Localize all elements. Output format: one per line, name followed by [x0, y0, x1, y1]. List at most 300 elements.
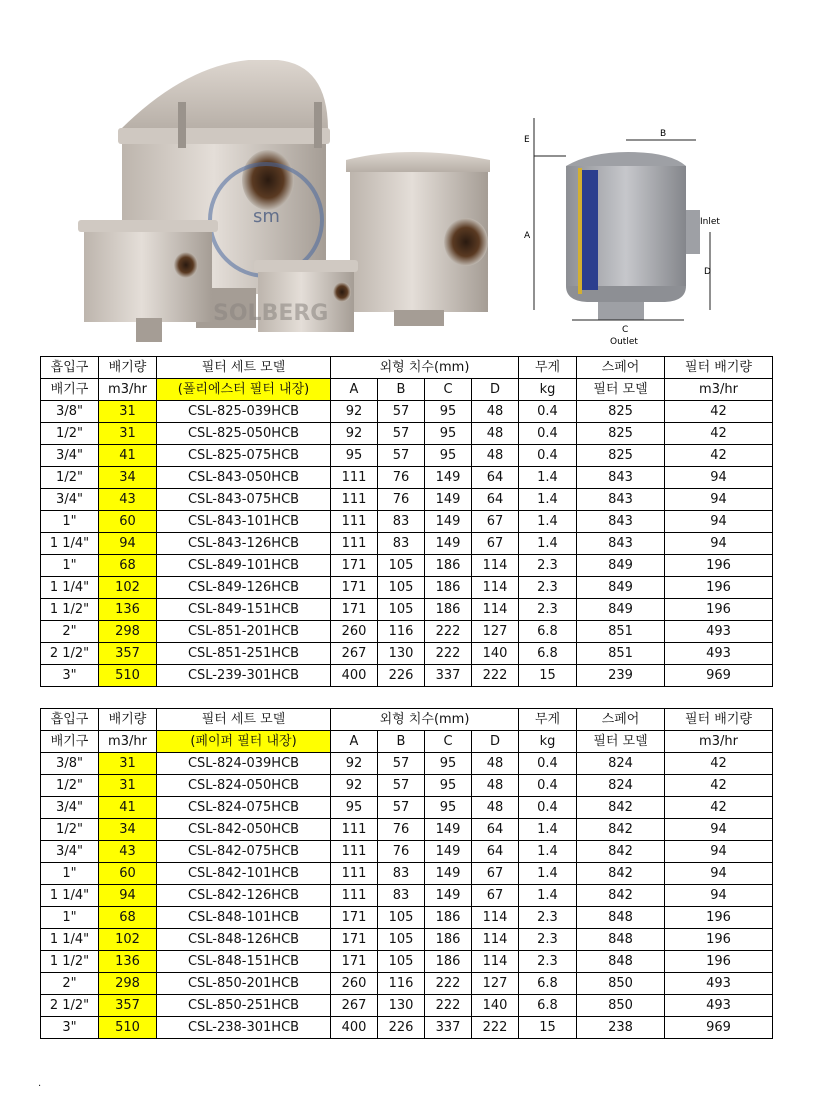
inlet-size-cell: 1 1/2" — [41, 951, 99, 973]
dim-d-cell: 222 — [472, 665, 519, 687]
table-row — [41, 423, 773, 445]
table-row — [41, 643, 773, 665]
flow-cell: 94 — [99, 885, 157, 907]
model-cell: CSL-848-126HCB — [157, 929, 331, 951]
inlet-size-cell: 3/8" — [41, 753, 99, 775]
model-cell: CSL-824-050HCB — [157, 775, 331, 797]
model-cell: CSL-843-075HCB — [157, 489, 331, 511]
dim-label-e: E — [524, 135, 530, 145]
inlet-size-cell: 3" — [41, 1017, 99, 1039]
logo-text: sm — [253, 206, 280, 227]
spare-filter-cell: 825 — [577, 445, 665, 467]
dim-b-cell: 105 — [378, 599, 425, 621]
header-cell: (폴리에스터 필터 내장) — [157, 379, 331, 401]
weight-cell: 0.4 — [519, 797, 577, 819]
dim-a-cell: 92 — [331, 775, 378, 797]
model-cell: CSL-238-301HCB — [157, 1017, 331, 1039]
inlet-size-cell: 2" — [41, 973, 99, 995]
dim-c-cell: 95 — [425, 775, 472, 797]
model-cell: CSL-843-126HCB — [157, 533, 331, 555]
dim-c-cell: 95 — [425, 797, 472, 819]
dim-b-cell: 105 — [378, 577, 425, 599]
header-cell: m3/hr — [665, 379, 773, 401]
dim-b-cell: 116 — [378, 973, 425, 995]
dim-c-cell: 222 — [425, 995, 472, 1017]
weight-cell: 0.4 — [519, 775, 577, 797]
dim-b-cell: 130 — [378, 995, 425, 1017]
header-cell: B — [378, 379, 425, 401]
dim-b-cell: 105 — [378, 555, 425, 577]
dim-c-cell: 186 — [425, 907, 472, 929]
header-cell: 필터 모델 — [577, 379, 665, 401]
header-cell: 외형 치수(mm) — [331, 709, 519, 731]
dim-b-cell: 105 — [378, 929, 425, 951]
flow-cell: 34 — [99, 467, 157, 489]
dim-c-cell: 186 — [425, 555, 472, 577]
dim-d-cell: 127 — [472, 973, 519, 995]
dim-b-cell: 57 — [378, 797, 425, 819]
weight-cell: 1.4 — [519, 467, 577, 489]
dim-a-cell: 92 — [331, 753, 378, 775]
table-row — [41, 929, 773, 951]
dim-c-cell: 186 — [425, 951, 472, 973]
spare-filter-cell: 848 — [577, 951, 665, 973]
spare-filter-cell: 850 — [577, 973, 665, 995]
spare-filter-cell: 842 — [577, 885, 665, 907]
model-cell: CSL-849-151HCB — [157, 599, 331, 621]
dim-d-cell: 64 — [472, 489, 519, 511]
dim-b-cell: 57 — [378, 775, 425, 797]
inlet-size-cell: 3/4" — [41, 797, 99, 819]
dim-c-cell: 95 — [425, 401, 472, 423]
dim-c-cell: 337 — [425, 665, 472, 687]
flow-cell: 60 — [99, 863, 157, 885]
table-row — [41, 1017, 773, 1039]
filter-flow-cell: 42 — [665, 775, 773, 797]
header-cell: 외형 치수(mm) — [331, 357, 519, 379]
inlet-size-cell: 1/2" — [41, 819, 99, 841]
dim-a-cell: 400 — [331, 1017, 378, 1039]
table-row — [41, 995, 773, 1017]
filter-flow-cell: 94 — [665, 467, 773, 489]
dim-a-cell: 171 — [331, 555, 378, 577]
model-cell: CSL-849-126HCB — [157, 577, 331, 599]
spare-filter-cell: 239 — [577, 665, 665, 687]
filter-flow-cell: 42 — [665, 401, 773, 423]
table-row — [41, 973, 773, 995]
flow-cell: 41 — [99, 797, 157, 819]
filter-flow-cell: 94 — [665, 533, 773, 555]
dim-b-cell: 83 — [378, 533, 425, 555]
flow-cell: 31 — [99, 775, 157, 797]
dim-d-cell: 48 — [472, 401, 519, 423]
flow-cell: 102 — [99, 929, 157, 951]
weight-cell: 1.4 — [519, 863, 577, 885]
inlet-size-cell: 1/2" — [41, 467, 99, 489]
flow-cell: 298 — [99, 621, 157, 643]
spare-filter-cell: 825 — [577, 423, 665, 445]
dim-a-cell: 111 — [331, 819, 378, 841]
dim-a-cell: 171 — [331, 599, 378, 621]
dim-c-cell: 337 — [425, 1017, 472, 1039]
outlet-label: Outlet — [610, 337, 638, 347]
dim-c-cell: 186 — [425, 577, 472, 599]
weight-cell: 2.3 — [519, 577, 577, 599]
dimension-diagram — [520, 112, 735, 352]
dim-d-cell: 48 — [472, 445, 519, 467]
flow-cell: 60 — [99, 511, 157, 533]
dim-c-cell: 149 — [425, 819, 472, 841]
footer-dot: . — [38, 1078, 42, 1089]
weight-cell: 2.3 — [519, 951, 577, 973]
inlet-size-cell: 3/4" — [41, 489, 99, 511]
table-row — [41, 533, 773, 555]
table-row — [41, 599, 773, 621]
inlet-size-cell: 2 1/2" — [41, 643, 99, 665]
inlet-size-cell: 2 1/2" — [41, 995, 99, 1017]
dim-b-cell: 76 — [378, 489, 425, 511]
weight-cell: 1.4 — [519, 533, 577, 555]
spare-filter-cell: 850 — [577, 995, 665, 1017]
dim-a-cell: 171 — [331, 951, 378, 973]
header-cell: 무게 — [519, 709, 577, 731]
dim-b-cell: 57 — [378, 445, 425, 467]
flow-cell: 31 — [99, 753, 157, 775]
dim-d-cell: 48 — [472, 797, 519, 819]
dim-d-cell: 114 — [472, 555, 519, 577]
filter-flow-cell: 94 — [665, 489, 773, 511]
dim-a-cell: 171 — [331, 907, 378, 929]
weight-cell: 0.4 — [519, 423, 577, 445]
dim-d-cell: 114 — [472, 907, 519, 929]
dim-d-cell: 67 — [472, 511, 519, 533]
weight-cell: 2.3 — [519, 599, 577, 621]
flow-cell: 31 — [99, 401, 157, 423]
header-cell: A — [331, 379, 378, 401]
weight-cell: 6.8 — [519, 621, 577, 643]
table-header-row — [41, 357, 773, 379]
header-cell: A — [331, 731, 378, 753]
header-cell: 무게 — [519, 357, 577, 379]
spare-filter-cell: 849 — [577, 555, 665, 577]
weight-cell: 6.8 — [519, 995, 577, 1017]
spec-table-paper — [40, 708, 773, 1039]
header-cell: D — [472, 731, 519, 753]
table-row — [41, 753, 773, 775]
flow-cell: 94 — [99, 533, 157, 555]
dim-d-cell: 64 — [472, 467, 519, 489]
filter-flow-cell: 493 — [665, 995, 773, 1017]
filter-flow-cell: 94 — [665, 885, 773, 907]
dim-d-cell: 114 — [472, 929, 519, 951]
filter-flow-cell: 196 — [665, 929, 773, 951]
dim-b-cell: 130 — [378, 643, 425, 665]
model-cell: CSL-850-201HCB — [157, 973, 331, 995]
filter-flow-cell: 196 — [665, 599, 773, 621]
weight-cell: 6.8 — [519, 643, 577, 665]
filter-flow-cell: 42 — [665, 753, 773, 775]
dim-label-c: C — [622, 325, 629, 335]
spare-filter-cell: 848 — [577, 907, 665, 929]
inlet-size-cell: 3/4" — [41, 445, 99, 467]
header-cell: D — [472, 379, 519, 401]
flow-cell: 357 — [99, 643, 157, 665]
spare-filter-cell: 825 — [577, 401, 665, 423]
inlet-size-cell: 3/4" — [41, 841, 99, 863]
weight-cell: 0.4 — [519, 401, 577, 423]
flow-cell: 510 — [99, 665, 157, 687]
header-cell: B — [378, 731, 425, 753]
filter-flow-cell: 94 — [665, 511, 773, 533]
filter-flow-cell: 969 — [665, 1017, 773, 1039]
flow-cell: 43 — [99, 841, 157, 863]
dim-c-cell: 149 — [425, 885, 472, 907]
model-cell: CSL-851-201HCB — [157, 621, 331, 643]
header-cell: 스페어 — [577, 357, 665, 379]
inlet-size-cell: 1" — [41, 511, 99, 533]
spare-filter-cell: 851 — [577, 643, 665, 665]
dim-d-cell: 67 — [472, 863, 519, 885]
table-row — [41, 885, 773, 907]
dim-c-cell: 222 — [425, 643, 472, 665]
dim-c-cell: 95 — [425, 445, 472, 467]
product-photo — [78, 60, 498, 345]
table-row — [41, 621, 773, 643]
dim-a-cell: 400 — [331, 665, 378, 687]
header-cell: kg — [519, 379, 577, 401]
table-row — [41, 841, 773, 863]
dim-d-cell: 140 — [472, 995, 519, 1017]
model-cell: CSL-842-075HCB — [157, 841, 331, 863]
inlet-size-cell: 1 1/4" — [41, 885, 99, 907]
model-cell: CSL-825-050HCB — [157, 423, 331, 445]
dim-d-cell: 114 — [472, 951, 519, 973]
filter-flow-cell: 94 — [665, 841, 773, 863]
dim-a-cell: 260 — [331, 621, 378, 643]
weight-cell: 1.4 — [519, 841, 577, 863]
dim-b-cell: 105 — [378, 907, 425, 929]
dim-d-cell: 64 — [472, 841, 519, 863]
dim-a-cell: 111 — [331, 489, 378, 511]
dim-b-cell: 76 — [378, 467, 425, 489]
header-cell: 필터 세트 모델 — [157, 357, 331, 379]
header-cell: 필터 모델 — [577, 731, 665, 753]
filter-flow-cell: 196 — [665, 577, 773, 599]
weight-cell: 6.8 — [519, 973, 577, 995]
flow-cell: 136 — [99, 599, 157, 621]
header-cell: 배기구 — [41, 731, 99, 753]
spare-filter-cell: 843 — [577, 489, 665, 511]
dim-c-cell: 149 — [425, 511, 472, 533]
filter-flow-cell: 94 — [665, 863, 773, 885]
dim-c-cell: 149 — [425, 841, 472, 863]
header-cell: 흡입구 — [41, 709, 99, 731]
dim-d-cell: 127 — [472, 621, 519, 643]
dim-c-cell: 149 — [425, 863, 472, 885]
dim-a-cell: 260 — [331, 973, 378, 995]
dim-c-cell: 186 — [425, 929, 472, 951]
dim-d-cell: 114 — [472, 599, 519, 621]
spare-filter-cell: 843 — [577, 533, 665, 555]
dim-b-cell: 57 — [378, 423, 425, 445]
inlet-size-cell: 3/8" — [41, 401, 99, 423]
model-cell: CSL-851-251HCB — [157, 643, 331, 665]
header-cell: 필터 배기량 — [665, 357, 773, 379]
model-cell: CSL-842-050HCB — [157, 819, 331, 841]
table-row — [41, 489, 773, 511]
dim-a-cell: 92 — [331, 401, 378, 423]
weight-cell: 15 — [519, 665, 577, 687]
table-row — [41, 665, 773, 687]
dim-d-cell: 114 — [472, 577, 519, 599]
flow-cell: 34 — [99, 819, 157, 841]
dim-d-cell: 222 — [472, 1017, 519, 1039]
dim-a-cell: 111 — [331, 467, 378, 489]
filter-flow-cell: 196 — [665, 907, 773, 929]
model-cell: CSL-239-301HCB — [157, 665, 331, 687]
inlet-size-cell: 1" — [41, 907, 99, 929]
table-row — [41, 445, 773, 467]
dim-c-cell: 149 — [425, 533, 472, 555]
spare-filter-cell: 824 — [577, 775, 665, 797]
dim-label-a: A — [524, 231, 531, 241]
flow-cell: 68 — [99, 555, 157, 577]
dim-b-cell: 57 — [378, 753, 425, 775]
dim-b-cell: 226 — [378, 665, 425, 687]
inlet-size-cell: 1 1/4" — [41, 533, 99, 555]
dim-d-cell: 48 — [472, 753, 519, 775]
dim-a-cell: 171 — [331, 929, 378, 951]
dim-d-cell: 48 — [472, 775, 519, 797]
table-row — [41, 907, 773, 929]
table-row — [41, 467, 773, 489]
table-row — [41, 401, 773, 423]
model-cell: CSL-824-039HCB — [157, 753, 331, 775]
dim-c-cell: 149 — [425, 489, 472, 511]
watermark-text: SOLBERG — [213, 301, 329, 326]
table-header-row — [41, 731, 773, 753]
inlet-size-cell: 1" — [41, 863, 99, 885]
model-cell: CSL-843-050HCB — [157, 467, 331, 489]
weight-cell: 15 — [519, 1017, 577, 1039]
filter-flow-cell: 493 — [665, 973, 773, 995]
inlet-size-cell: 1/2" — [41, 423, 99, 445]
spare-filter-cell: 851 — [577, 621, 665, 643]
dim-d-cell: 67 — [472, 533, 519, 555]
filter-flow-cell: 969 — [665, 665, 773, 687]
dim-label-d: D — [704, 267, 711, 277]
flow-cell: 510 — [99, 1017, 157, 1039]
header-cell: 스페어 — [577, 709, 665, 731]
filter-flow-cell: 493 — [665, 621, 773, 643]
table-row — [41, 555, 773, 577]
dim-d-cell: 64 — [472, 819, 519, 841]
dim-d-cell: 67 — [472, 885, 519, 907]
model-cell: CSL-843-101HCB — [157, 511, 331, 533]
dim-b-cell: 226 — [378, 1017, 425, 1039]
dim-a-cell: 95 — [331, 445, 378, 467]
model-cell: CSL-848-101HCB — [157, 907, 331, 929]
dim-a-cell: 92 — [331, 423, 378, 445]
dim-b-cell: 76 — [378, 841, 425, 863]
dim-a-cell: 111 — [331, 841, 378, 863]
dim-b-cell: 83 — [378, 885, 425, 907]
inlet-size-cell: 1/2" — [41, 775, 99, 797]
dim-a-cell: 95 — [331, 797, 378, 819]
inlet-label: Inlet — [700, 217, 720, 227]
dim-label-b: B — [660, 129, 667, 139]
dim-c-cell: 186 — [425, 599, 472, 621]
flow-cell: 41 — [99, 445, 157, 467]
header-cell: 흡입구 — [41, 357, 99, 379]
flow-cell: 68 — [99, 907, 157, 929]
spare-filter-cell: 824 — [577, 753, 665, 775]
weight-cell: 1.4 — [519, 885, 577, 907]
spec-table-polyester — [40, 356, 773, 687]
inlet-size-cell: 3" — [41, 665, 99, 687]
model-cell: CSL-824-075HCB — [157, 797, 331, 819]
table-row — [41, 775, 773, 797]
spare-filter-cell: 843 — [577, 467, 665, 489]
model-cell: CSL-825-039HCB — [157, 401, 331, 423]
header-cell: m3/hr — [99, 731, 157, 753]
table-row — [41, 951, 773, 973]
weight-cell: 2.3 — [519, 555, 577, 577]
dim-a-cell: 111 — [331, 885, 378, 907]
weight-cell: 0.4 — [519, 753, 577, 775]
table-row — [41, 577, 773, 599]
weight-cell: 1.4 — [519, 489, 577, 511]
weight-cell: 2.3 — [519, 907, 577, 929]
header-cell: 배기량 — [99, 709, 157, 731]
table-row — [41, 863, 773, 885]
inlet-size-cell: 1" — [41, 555, 99, 577]
dim-b-cell: 57 — [378, 401, 425, 423]
model-cell: CSL-825-075HCB — [157, 445, 331, 467]
header-cell: 필터 배기량 — [665, 709, 773, 731]
header-cell: C — [425, 379, 472, 401]
flow-cell: 298 — [99, 973, 157, 995]
filter-flow-cell: 196 — [665, 555, 773, 577]
flow-cell: 136 — [99, 951, 157, 973]
spare-filter-cell: 238 — [577, 1017, 665, 1039]
dim-a-cell: 111 — [331, 863, 378, 885]
model-cell: CSL-842-101HCB — [157, 863, 331, 885]
dim-a-cell: 111 — [331, 533, 378, 555]
inlet-size-cell: 1 1/2" — [41, 599, 99, 621]
dim-c-cell: 222 — [425, 973, 472, 995]
dim-c-cell: 95 — [425, 753, 472, 775]
header-cell: 배기구 — [41, 379, 99, 401]
dim-b-cell: 116 — [378, 621, 425, 643]
flow-cell: 31 — [99, 423, 157, 445]
spare-filter-cell: 848 — [577, 929, 665, 951]
dim-c-cell: 149 — [425, 467, 472, 489]
filter-flow-cell: 42 — [665, 445, 773, 467]
dim-b-cell: 83 — [378, 511, 425, 533]
filter-flow-cell: 493 — [665, 643, 773, 665]
model-cell: CSL-842-126HCB — [157, 885, 331, 907]
table-row — [41, 797, 773, 819]
spare-filter-cell: 849 — [577, 599, 665, 621]
model-cell: CSL-850-251HCB — [157, 995, 331, 1017]
dim-c-cell: 222 — [425, 621, 472, 643]
model-cell: CSL-849-101HCB — [157, 555, 331, 577]
header-cell: 배기량 — [99, 357, 157, 379]
dim-d-cell: 48 — [472, 423, 519, 445]
filter-flow-cell: 94 — [665, 819, 773, 841]
filter-flow-cell: 42 — [665, 423, 773, 445]
